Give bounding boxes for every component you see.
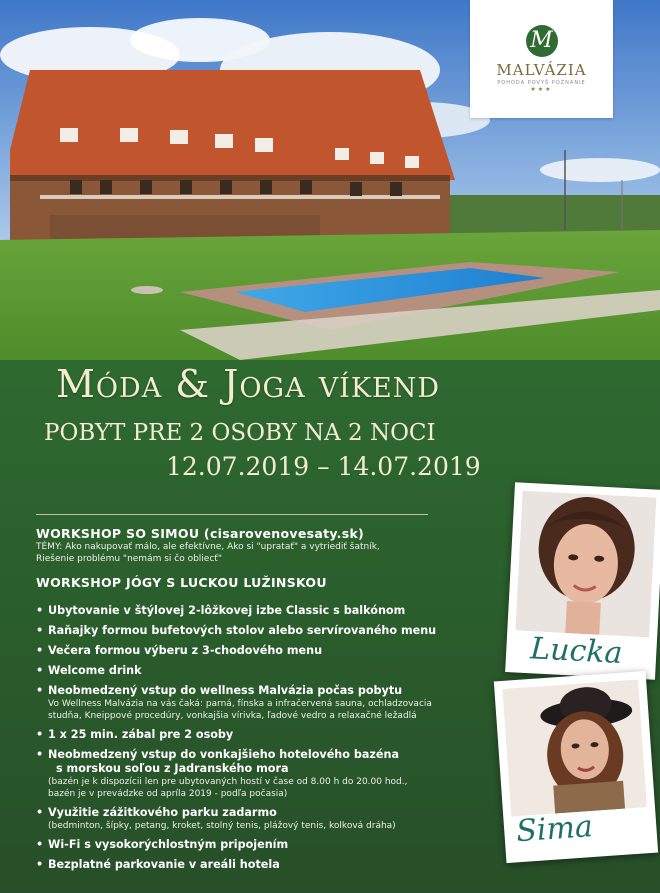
list-item: • Raňajky formou bufetových stolov alebo servírovaného menu bbox=[36, 624, 506, 638]
list-item: • 1 x 25 min. zábal pre 2 osoby bbox=[36, 728, 506, 742]
list-item: • Bezplatné parkovanie v areáli hotela bbox=[36, 858, 506, 872]
list-item: • Welcome drink bbox=[36, 664, 506, 678]
list-item: • Využitie zážitkového parku zadarmo (bedminton, šípky, petang, kroket, stolný tenis, plážový tenis, kolková dráha) bbox=[36, 806, 506, 832]
offer-details bbox=[36, 526, 506, 872]
event-title: Móda & Joga víkend bbox=[56, 362, 441, 406]
event-subtitle: POBYT PRE 2 OSOBY NA 2 NOCI bbox=[44, 420, 436, 446]
workshop-sima-heading: WORKSHOP SO SIMOU (cisarovenovesaty.sk) bbox=[36, 526, 365, 541]
portrait-sima bbox=[502, 679, 647, 816]
list-item: • Neobmedzený vstup do vonkajšieho hotelového bazéna s morskou soľou z Jadranského mora (bazén je k dispozícii len pre ubytovaných hostí v čase od 8.00 h do 20.00 hod., bazén je v prevádzke od apríla 2019 - podľa počasia) bbox=[36, 748, 506, 800]
signature-sima: Sima bbox=[515, 809, 594, 850]
hotel-logo bbox=[470, 0, 613, 118]
logo-stars: ★★★ bbox=[530, 86, 553, 93]
list-item: • Neobmedzený vstup do wellness Malvázia počas pobytu Vo Wellness Malvázia na vás čaká: parná, fínska a infračervená sauna, ochladzovacia studňa, Kneippové procedúry, vonkajšia vírivka, ľadové vedro a relaxačné ležadlá bbox=[36, 684, 506, 722]
park-detail: (bedminton, šípky, petang, kroket, stolný tenis, plážový tenis, kolková dráha) bbox=[48, 821, 396, 831]
logo-name: MALVÁZIA bbox=[496, 61, 587, 79]
workshop-yoga-heading: WORKSHOP JÓGY S LUCKOU LUŽINSKOU bbox=[36, 575, 327, 590]
signature-lucka: Lucka bbox=[529, 631, 624, 672]
photo-card-sima bbox=[494, 671, 658, 863]
pool-detail-2: bazén je v prevádzke od apríla 2019 - podľa počasia) bbox=[48, 789, 288, 799]
list-item: • Ubytovanie v štýlovej 2-lôžkovej izbe Classic s balkónom bbox=[36, 604, 506, 618]
divider bbox=[36, 514, 428, 515]
list-item: • Večera formou výberu z 3-chodového menu bbox=[36, 644, 506, 658]
logo-subtitle: POHODA POVYŠ POZNANIE bbox=[497, 80, 586, 86]
portrait-lucka bbox=[515, 491, 656, 638]
list-item: • Wi-Fi s vysokorýchlostným pripojením bbox=[36, 838, 506, 852]
wellness-detail-1: Vo Wellness Malvázia na vás čaká: parná, fínska a infračervená sauna, ochladzovacia bbox=[48, 699, 432, 709]
amenities-list bbox=[36, 604, 506, 872]
pool-detail-1: (bazén je k dispozícii len pre ubytovaných hostí v čase od 8.00 h do 20.00 hod., bbox=[48, 777, 408, 787]
photo-card-lucka bbox=[505, 482, 660, 680]
workshop-sima-topics-2: Riešenie problému "nemám si čo obliecť" bbox=[36, 554, 222, 564]
logo-monogram: M bbox=[526, 25, 558, 57]
workshop-sima-topics-1: TÉMY: Ako nakupovať málo, ale efektívne, Ako si "upratať" a vytriediť šatník, bbox=[36, 542, 380, 552]
wellness-detail-2: studňa, Kneippové procedúry, vonkajšia vírivka, ľadové vedro a relaxačné ležadlá bbox=[48, 711, 417, 721]
event-dates: 12.07.2019 – 14.07.2019 bbox=[166, 452, 481, 481]
